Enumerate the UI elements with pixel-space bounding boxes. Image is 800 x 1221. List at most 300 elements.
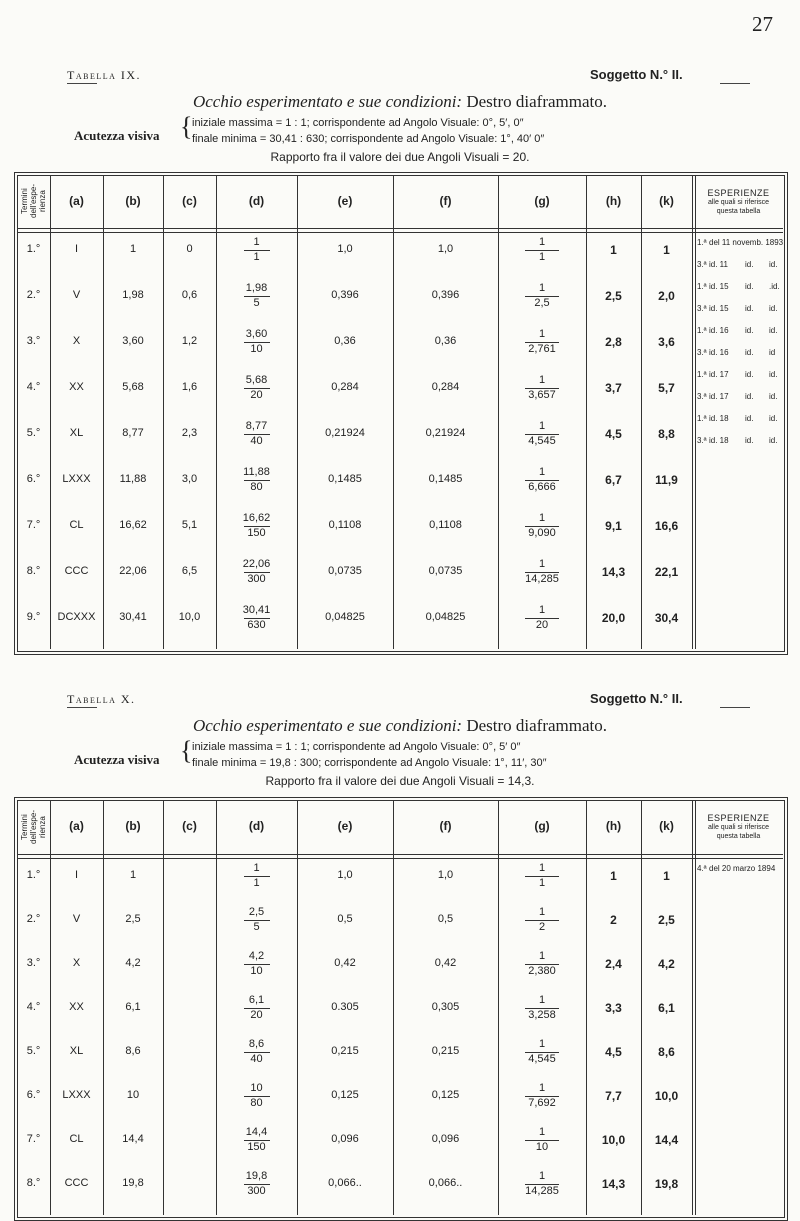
fraction-denominator: 14,285 bbox=[525, 1185, 559, 1197]
note-date: id. 18 bbox=[709, 436, 729, 445]
cell-e: 0,5 bbox=[337, 913, 353, 925]
cell-a: XL bbox=[69, 1045, 84, 1057]
rapporto: Rapporto fra il valore dei due Angoli Visuali = 14,3. bbox=[265, 774, 535, 788]
fraction-numerator: 1 bbox=[538, 604, 546, 616]
fraction-denominator: 630 bbox=[247, 619, 266, 631]
cell-t: 4.° bbox=[26, 381, 41, 393]
cell-a: LXXX bbox=[62, 1089, 91, 1101]
brace: { bbox=[180, 736, 193, 765]
title-italic: Occhio esperimentato e sue condizioni: bbox=[192, 92, 463, 111]
header-termini: Termini dell'espe- rienza bbox=[20, 184, 47, 219]
esperienza-note bbox=[697, 238, 783, 247]
cell-e: 0,096 bbox=[331, 1133, 359, 1145]
cell-b: 16,62 bbox=[119, 519, 147, 531]
note-ordinal: 1.ª bbox=[697, 370, 707, 379]
fraction-g bbox=[498, 512, 586, 540]
fraction-denominator: 10 bbox=[535, 1141, 549, 1153]
esperienza-note bbox=[697, 864, 783, 873]
fraction-d bbox=[216, 466, 297, 494]
note-date: id. 11 bbox=[709, 260, 728, 269]
cell-b: 19,8 bbox=[122, 1177, 144, 1189]
fraction-numerator: 1 bbox=[538, 466, 546, 478]
cell-b: 10 bbox=[126, 1089, 140, 1101]
note-id: id. bbox=[769, 392, 778, 401]
fraction-numerator: 1 bbox=[538, 950, 546, 962]
cell-f: 0,125 bbox=[431, 1089, 460, 1101]
note-date: id. 15 bbox=[709, 282, 729, 291]
initial-line: iniziale massima = 1 : 1; corrispondente ad Angolo Visuale: 0°, 5′, 0″ bbox=[192, 117, 524, 129]
header-rule bbox=[17, 228, 783, 229]
cell-k: 11,9 bbox=[655, 473, 678, 487]
fraction-numerator: 30,41 bbox=[242, 604, 271, 616]
fraction-denominator: 40 bbox=[250, 1053, 263, 1065]
header-esperienze-title: ESPERIENZE bbox=[707, 188, 770, 198]
fraction-numerator: 6,1 bbox=[248, 994, 265, 1006]
fraction-numerator: 16,62 bbox=[242, 512, 271, 524]
cell-k: 6,1 bbox=[658, 1001, 675, 1015]
cell-a: CCC bbox=[64, 565, 89, 577]
cell-h: 2,4 bbox=[605, 957, 622, 971]
note-ordinal: 4.ª bbox=[697, 864, 707, 873]
cell-t: 3.° bbox=[26, 957, 41, 969]
note-date: id. 18 bbox=[709, 414, 729, 423]
fraction-numerator: 1 bbox=[538, 906, 546, 918]
fraction-denominator: 1 bbox=[253, 877, 260, 889]
cell-e: 0,0735 bbox=[328, 565, 362, 577]
cell-e: 0,21924 bbox=[325, 427, 365, 439]
fraction-d bbox=[216, 374, 297, 402]
subject-label: Soggetto N.° II. bbox=[590, 691, 683, 706]
fraction-denominator: 150 bbox=[247, 1141, 266, 1153]
cell-f: 0,5 bbox=[437, 913, 454, 925]
fraction-denominator: 20 bbox=[250, 389, 263, 401]
cell-e: 0,066.. bbox=[328, 1177, 362, 1189]
cell-k: 2,5 bbox=[658, 913, 675, 927]
header-d: (d) bbox=[248, 193, 265, 208]
cell-f: 0,36 bbox=[434, 335, 457, 347]
cell-f: 0,04825 bbox=[425, 611, 466, 623]
fraction-denominator: 80 bbox=[250, 481, 263, 493]
cell-k: 3,6 bbox=[658, 335, 675, 349]
cell-b: 3,60 bbox=[122, 335, 144, 347]
note-id: id. bbox=[769, 304, 778, 313]
fraction-numerator: 3,60 bbox=[245, 328, 268, 340]
note-id: id. bbox=[745, 370, 754, 379]
cell-h: 2,5 bbox=[605, 289, 622, 303]
table-label: Tabella IX. bbox=[67, 68, 142, 82]
fraction-g bbox=[498, 906, 586, 934]
header-esperienze-sub: alle quali si riferisce questa tabella bbox=[707, 199, 770, 215]
cell-b: 14,4 bbox=[122, 1133, 144, 1145]
cell-f: 0,096 bbox=[431, 1133, 460, 1145]
note-id: id. bbox=[769, 370, 778, 379]
fraction-denominator: 2,761 bbox=[528, 343, 556, 355]
fraction-d bbox=[216, 604, 297, 632]
esperienza-note bbox=[697, 348, 783, 357]
cell-t: 5.° bbox=[26, 427, 41, 439]
brace: { bbox=[180, 112, 193, 141]
fraction-denominator: 300 bbox=[247, 1185, 266, 1197]
cell-a: XL bbox=[69, 427, 84, 439]
fraction-numerator: 8,77 bbox=[245, 420, 268, 432]
fraction-numerator: 1 bbox=[538, 994, 546, 1006]
cell-k: 19,8 bbox=[654, 1177, 679, 1191]
esperienza-note bbox=[697, 370, 783, 379]
fraction-denominator: 5 bbox=[253, 297, 260, 309]
fraction-numerator: 8,6 bbox=[248, 1038, 265, 1050]
cell-c: 10,0 bbox=[178, 611, 201, 623]
cell-f: 0,305 bbox=[431, 1001, 460, 1013]
cell-h: 2 bbox=[610, 913, 617, 927]
acutezza-label: Acutezza visiva bbox=[74, 752, 160, 767]
cell-t: 2.° bbox=[26, 289, 41, 301]
note-ordinal: 3.ª bbox=[697, 348, 707, 357]
fraction-d bbox=[216, 420, 297, 448]
header-d: (d) bbox=[248, 819, 265, 833]
header-c: (c) bbox=[182, 819, 197, 833]
note-id: id. bbox=[745, 392, 754, 401]
fraction-g bbox=[498, 1170, 586, 1198]
cell-c: 6,5 bbox=[181, 565, 198, 577]
cell-t: 5.° bbox=[26, 1045, 41, 1057]
fraction-denominator: 7,692 bbox=[528, 1097, 556, 1109]
cell-a: X bbox=[72, 335, 81, 347]
header-esperienze-sub: alle quali si riferisce questa tabella bbox=[707, 824, 770, 840]
cell-f: 0,1485 bbox=[428, 473, 463, 485]
note-id: id. bbox=[745, 260, 754, 269]
column-rule bbox=[163, 800, 164, 1215]
cell-c: 2,3 bbox=[181, 427, 198, 439]
table-label: Tabella X. bbox=[67, 692, 136, 706]
header-k: (k) bbox=[659, 193, 674, 208]
fraction-denominator: 80 bbox=[250, 1097, 263, 1109]
cell-k: 14,4 bbox=[654, 1133, 679, 1147]
header-a: (a) bbox=[69, 819, 84, 833]
cell-t: 2.° bbox=[26, 913, 41, 925]
cell-a: LXXX bbox=[62, 473, 91, 485]
note-date: id. 17 bbox=[709, 370, 729, 379]
header-rule bbox=[17, 232, 783, 233]
note-id: id. bbox=[745, 348, 754, 357]
cell-e: 0,284 bbox=[331, 381, 359, 393]
fraction-g bbox=[498, 282, 586, 310]
cell-e: 1,0 bbox=[337, 243, 353, 255]
cell-k: 30,4 bbox=[654, 611, 679, 625]
table-title bbox=[0, 92, 800, 112]
cell-b: 8,6 bbox=[125, 1045, 141, 1057]
label-underline bbox=[67, 707, 97, 708]
esperienza-note bbox=[697, 326, 783, 335]
fraction-d bbox=[216, 906, 297, 934]
cell-b: 4,2 bbox=[125, 957, 141, 969]
cell-c: 1,6 bbox=[181, 381, 198, 393]
note-date: del 11 novemb. 1893 bbox=[709, 238, 784, 247]
cell-f: 0,0735 bbox=[428, 565, 463, 577]
note-id: id. bbox=[745, 326, 754, 335]
cell-b: 6,1 bbox=[125, 1001, 141, 1013]
final-line: finale minima = 19,8 : 300; corrispondente ad Angolo Visuale: 1°, 11′, 30″ bbox=[192, 757, 547, 769]
cell-c: 3,0 bbox=[181, 473, 198, 485]
header-f: (f) bbox=[439, 819, 452, 833]
note-id: .id. bbox=[769, 282, 780, 291]
note-id: id. bbox=[745, 414, 754, 423]
cell-e: 0.305 bbox=[331, 1001, 359, 1013]
cell-h: 10,0 bbox=[601, 1133, 626, 1147]
note-ordinal: 1.ª bbox=[697, 238, 707, 247]
fraction-g bbox=[498, 236, 586, 264]
fraction-numerator: 1 bbox=[538, 374, 546, 386]
label-underline bbox=[720, 83, 750, 84]
note-id: id. bbox=[769, 414, 778, 423]
cell-e: 1,0 bbox=[337, 869, 353, 881]
note-ordinal: 3.ª bbox=[697, 392, 707, 401]
fraction-numerator: 22,06 bbox=[242, 558, 271, 570]
final-line: finale minima = 30,41 : 630; corrispondente ad Angolo Visuale: 1°, 40′ 0″ bbox=[192, 133, 545, 145]
fraction-d bbox=[216, 1170, 297, 1198]
fraction-denominator: 300 bbox=[247, 573, 266, 585]
cell-e: 0,1108 bbox=[328, 519, 362, 531]
fraction-g bbox=[498, 1082, 586, 1110]
fraction-denominator: 20 bbox=[535, 619, 549, 631]
header-esperienze-title: ESPERIENZE bbox=[707, 813, 770, 823]
cell-h: 6,7 bbox=[605, 473, 622, 487]
fraction-d bbox=[216, 282, 297, 310]
cell-e: 0,396 bbox=[331, 289, 359, 301]
fraction-denominator: 5 bbox=[253, 921, 260, 933]
esperienza-note bbox=[697, 260, 783, 269]
cell-e: 0,04825 bbox=[325, 611, 365, 623]
cell-f: 0,396 bbox=[431, 289, 460, 301]
fraction-denominator: 9,090 bbox=[528, 527, 556, 539]
acutezza-label: Acutezza visiva bbox=[74, 128, 160, 143]
fraction-numerator: 2,5 bbox=[248, 906, 265, 918]
fraction-d bbox=[216, 862, 297, 890]
fraction-numerator: 10 bbox=[250, 1082, 263, 1094]
header-e: (e) bbox=[337, 193, 353, 208]
fraction-g bbox=[498, 328, 586, 356]
esperienza-note bbox=[697, 304, 783, 313]
fraction-numerator: 1 bbox=[538, 1038, 546, 1050]
header-b: (b) bbox=[125, 819, 141, 833]
cell-e: 0,36 bbox=[334, 335, 356, 347]
label-underline bbox=[720, 707, 750, 708]
header-esperienze bbox=[697, 814, 780, 841]
fraction-numerator: 1 bbox=[538, 1170, 546, 1182]
cell-h: 14,3 bbox=[601, 565, 626, 579]
fraction-g bbox=[498, 994, 586, 1022]
cell-a: I bbox=[74, 869, 79, 881]
fraction-d bbox=[216, 950, 297, 978]
cell-k: 1 bbox=[663, 243, 670, 257]
cell-a: V bbox=[72, 289, 81, 301]
cell-a: DCXXX bbox=[57, 611, 96, 623]
note-date: id. 17 bbox=[709, 392, 729, 401]
cell-f: 0,215 bbox=[431, 1045, 460, 1057]
note-ordinal: 1.ª bbox=[697, 326, 707, 335]
fraction-numerator: 5,68 bbox=[245, 374, 268, 386]
cell-e: 0,1485 bbox=[328, 473, 362, 485]
header-h: (h) bbox=[605, 819, 622, 833]
fraction-denominator: 2 bbox=[538, 921, 546, 933]
cell-c: 5,1 bbox=[181, 519, 198, 531]
note-id: id. bbox=[745, 436, 754, 445]
cell-t: 1.° bbox=[26, 243, 41, 255]
cell-k: 1 bbox=[663, 869, 670, 883]
fraction-denominator: 3,258 bbox=[528, 1009, 556, 1021]
cell-t: 3.° bbox=[26, 335, 41, 347]
title-bold: Destro diaframmato. bbox=[466, 92, 608, 111]
note-ordinal: 3.ª bbox=[697, 260, 707, 269]
fraction-denominator: 1 bbox=[538, 877, 546, 889]
cell-k: 10,0 bbox=[654, 1089, 679, 1103]
cell-h: 1 bbox=[610, 243, 617, 257]
note-id: id. bbox=[745, 282, 754, 291]
fraction-g bbox=[498, 558, 586, 586]
cell-t: 4.° bbox=[26, 1001, 41, 1013]
column-rule bbox=[695, 800, 696, 1215]
cell-b: 1,98 bbox=[122, 289, 144, 301]
fraction-denominator: 150 bbox=[247, 527, 266, 539]
fraction-d bbox=[216, 236, 297, 264]
fraction-denominator: 40 bbox=[250, 435, 263, 447]
cell-t: 9.° bbox=[26, 611, 41, 623]
fraction-numerator: 1 bbox=[538, 420, 546, 432]
fraction-numerator: 1 bbox=[538, 328, 546, 340]
fraction-numerator: 1 bbox=[538, 558, 546, 570]
column-rule bbox=[692, 175, 693, 649]
header-rule bbox=[17, 858, 783, 859]
cell-k: 2,0 bbox=[658, 289, 675, 303]
fraction-d bbox=[216, 1082, 297, 1110]
fraction-g bbox=[498, 1126, 586, 1154]
fraction-g bbox=[498, 862, 586, 890]
cell-b: 11,88 bbox=[119, 473, 147, 485]
cell-b: 5,68 bbox=[122, 381, 144, 393]
column-rule bbox=[692, 800, 693, 1215]
fraction-denominator: 2,5 bbox=[534, 297, 550, 309]
fraction-numerator: 19,8 bbox=[245, 1170, 268, 1182]
fraction-g bbox=[498, 420, 586, 448]
header-h: (h) bbox=[605, 193, 622, 208]
fraction-numerator: 14,4 bbox=[245, 1126, 268, 1138]
cell-b: 8,77 bbox=[122, 427, 144, 439]
note-id: id. bbox=[769, 260, 778, 269]
esperienza-note bbox=[697, 436, 783, 445]
fraction-g bbox=[498, 466, 586, 494]
cell-k: 8,8 bbox=[658, 427, 675, 441]
note-id: id. bbox=[745, 304, 754, 313]
cell-t: 7.° bbox=[26, 1133, 41, 1145]
fraction-d bbox=[216, 1038, 297, 1066]
cell-t: 8.° bbox=[26, 1177, 41, 1189]
header-g: (g) bbox=[534, 819, 550, 833]
fraction-d bbox=[216, 1126, 297, 1154]
cell-a: I bbox=[74, 243, 79, 255]
fraction-d bbox=[216, 558, 297, 586]
cell-c: 0 bbox=[186, 243, 193, 255]
cell-k: 16,6 bbox=[654, 519, 679, 533]
fraction-numerator: 1 bbox=[538, 1082, 546, 1094]
cell-h: 7,7 bbox=[605, 1089, 622, 1103]
fraction-d bbox=[216, 994, 297, 1022]
table-title bbox=[0, 716, 800, 736]
title-italic: Occhio esperimentato e sue condizioni: bbox=[192, 716, 463, 735]
cell-t: 6.° bbox=[26, 1089, 41, 1101]
rapporto: Rapporto fra il valore dei due Angoli Visuali = 20. bbox=[270, 150, 530, 164]
cell-f: 0,1108 bbox=[429, 519, 462, 531]
fraction-numerator: 1 bbox=[538, 1126, 546, 1138]
fraction-denominator: 2,380 bbox=[528, 965, 556, 977]
cell-f: 1,0 bbox=[437, 243, 454, 255]
header-b: (b) bbox=[125, 193, 141, 208]
cell-e: 0,42 bbox=[334, 957, 356, 969]
cell-b: 30,41 bbox=[119, 611, 147, 623]
fraction-denominator: 10 bbox=[250, 965, 263, 977]
cell-f: 0,21924 bbox=[425, 427, 466, 439]
initial-line: iniziale massima = 1 : 1; corrispondente ad Angolo Visuale: 0°, 5′ 0″ bbox=[192, 741, 521, 753]
cell-b: 1 bbox=[129, 869, 137, 881]
note-id: id. bbox=[769, 436, 778, 445]
cell-c: 0,6 bbox=[181, 289, 198, 301]
cell-f: 1,0 bbox=[437, 869, 454, 881]
column-rule bbox=[695, 175, 696, 649]
cell-e: 0,125 bbox=[331, 1089, 359, 1101]
fraction-denominator: 4,545 bbox=[528, 435, 556, 447]
note-ordinal: 3.ª bbox=[697, 304, 707, 313]
note-date: id. 16 bbox=[709, 326, 729, 335]
subject-label: Soggetto N.° II. bbox=[590, 67, 683, 82]
fraction-numerator: 1 bbox=[253, 862, 260, 874]
note-date: del 20 marzo 1894 bbox=[709, 864, 776, 873]
cell-k: 5,7 bbox=[658, 381, 675, 395]
cell-t: 8.° bbox=[26, 565, 41, 577]
cell-b: 2,5 bbox=[125, 913, 141, 925]
header-termini: Termini dell'espe- rienza bbox=[20, 810, 47, 844]
cell-b: 22,06 bbox=[119, 565, 147, 577]
cell-k: 8,6 bbox=[658, 1045, 675, 1059]
fraction-denominator: 10 bbox=[250, 343, 263, 355]
cell-a: V bbox=[72, 913, 81, 925]
title-bold: Destro diaframmato. bbox=[466, 716, 608, 735]
cell-f: 0,42 bbox=[434, 957, 457, 969]
cell-a: XX bbox=[69, 1001, 84, 1013]
cell-h: 14,3 bbox=[601, 1177, 626, 1191]
note-id: id bbox=[769, 348, 776, 357]
cell-h: 9,1 bbox=[605, 519, 622, 533]
fraction-numerator: 1,98 bbox=[245, 282, 268, 294]
fraction-g bbox=[498, 950, 586, 978]
note-date: id. 16 bbox=[709, 348, 729, 357]
fraction-numerator: 1 bbox=[538, 282, 546, 294]
fraction-denominator: 6,666 bbox=[528, 481, 556, 493]
fraction-numerator: 11,88 bbox=[243, 466, 270, 478]
cell-a: X bbox=[72, 957, 81, 969]
cell-t: 6.° bbox=[26, 473, 41, 485]
cell-c: 1,2 bbox=[181, 335, 198, 347]
cell-h: 4,5 bbox=[605, 1045, 622, 1059]
esperienza-note bbox=[697, 282, 783, 291]
header-g: (g) bbox=[534, 193, 550, 208]
fraction-denominator: 4,545 bbox=[528, 1053, 556, 1065]
fraction-denominator: 3,657 bbox=[528, 389, 556, 401]
cell-h: 20,0 bbox=[601, 611, 626, 625]
cell-t: 1.° bbox=[26, 869, 41, 881]
note-ordinal: 3.ª bbox=[697, 436, 707, 445]
cell-h: 3,3 bbox=[605, 1001, 622, 1015]
label-underline bbox=[67, 83, 97, 84]
cell-k: 4,2 bbox=[658, 957, 675, 971]
fraction-g bbox=[498, 604, 586, 632]
